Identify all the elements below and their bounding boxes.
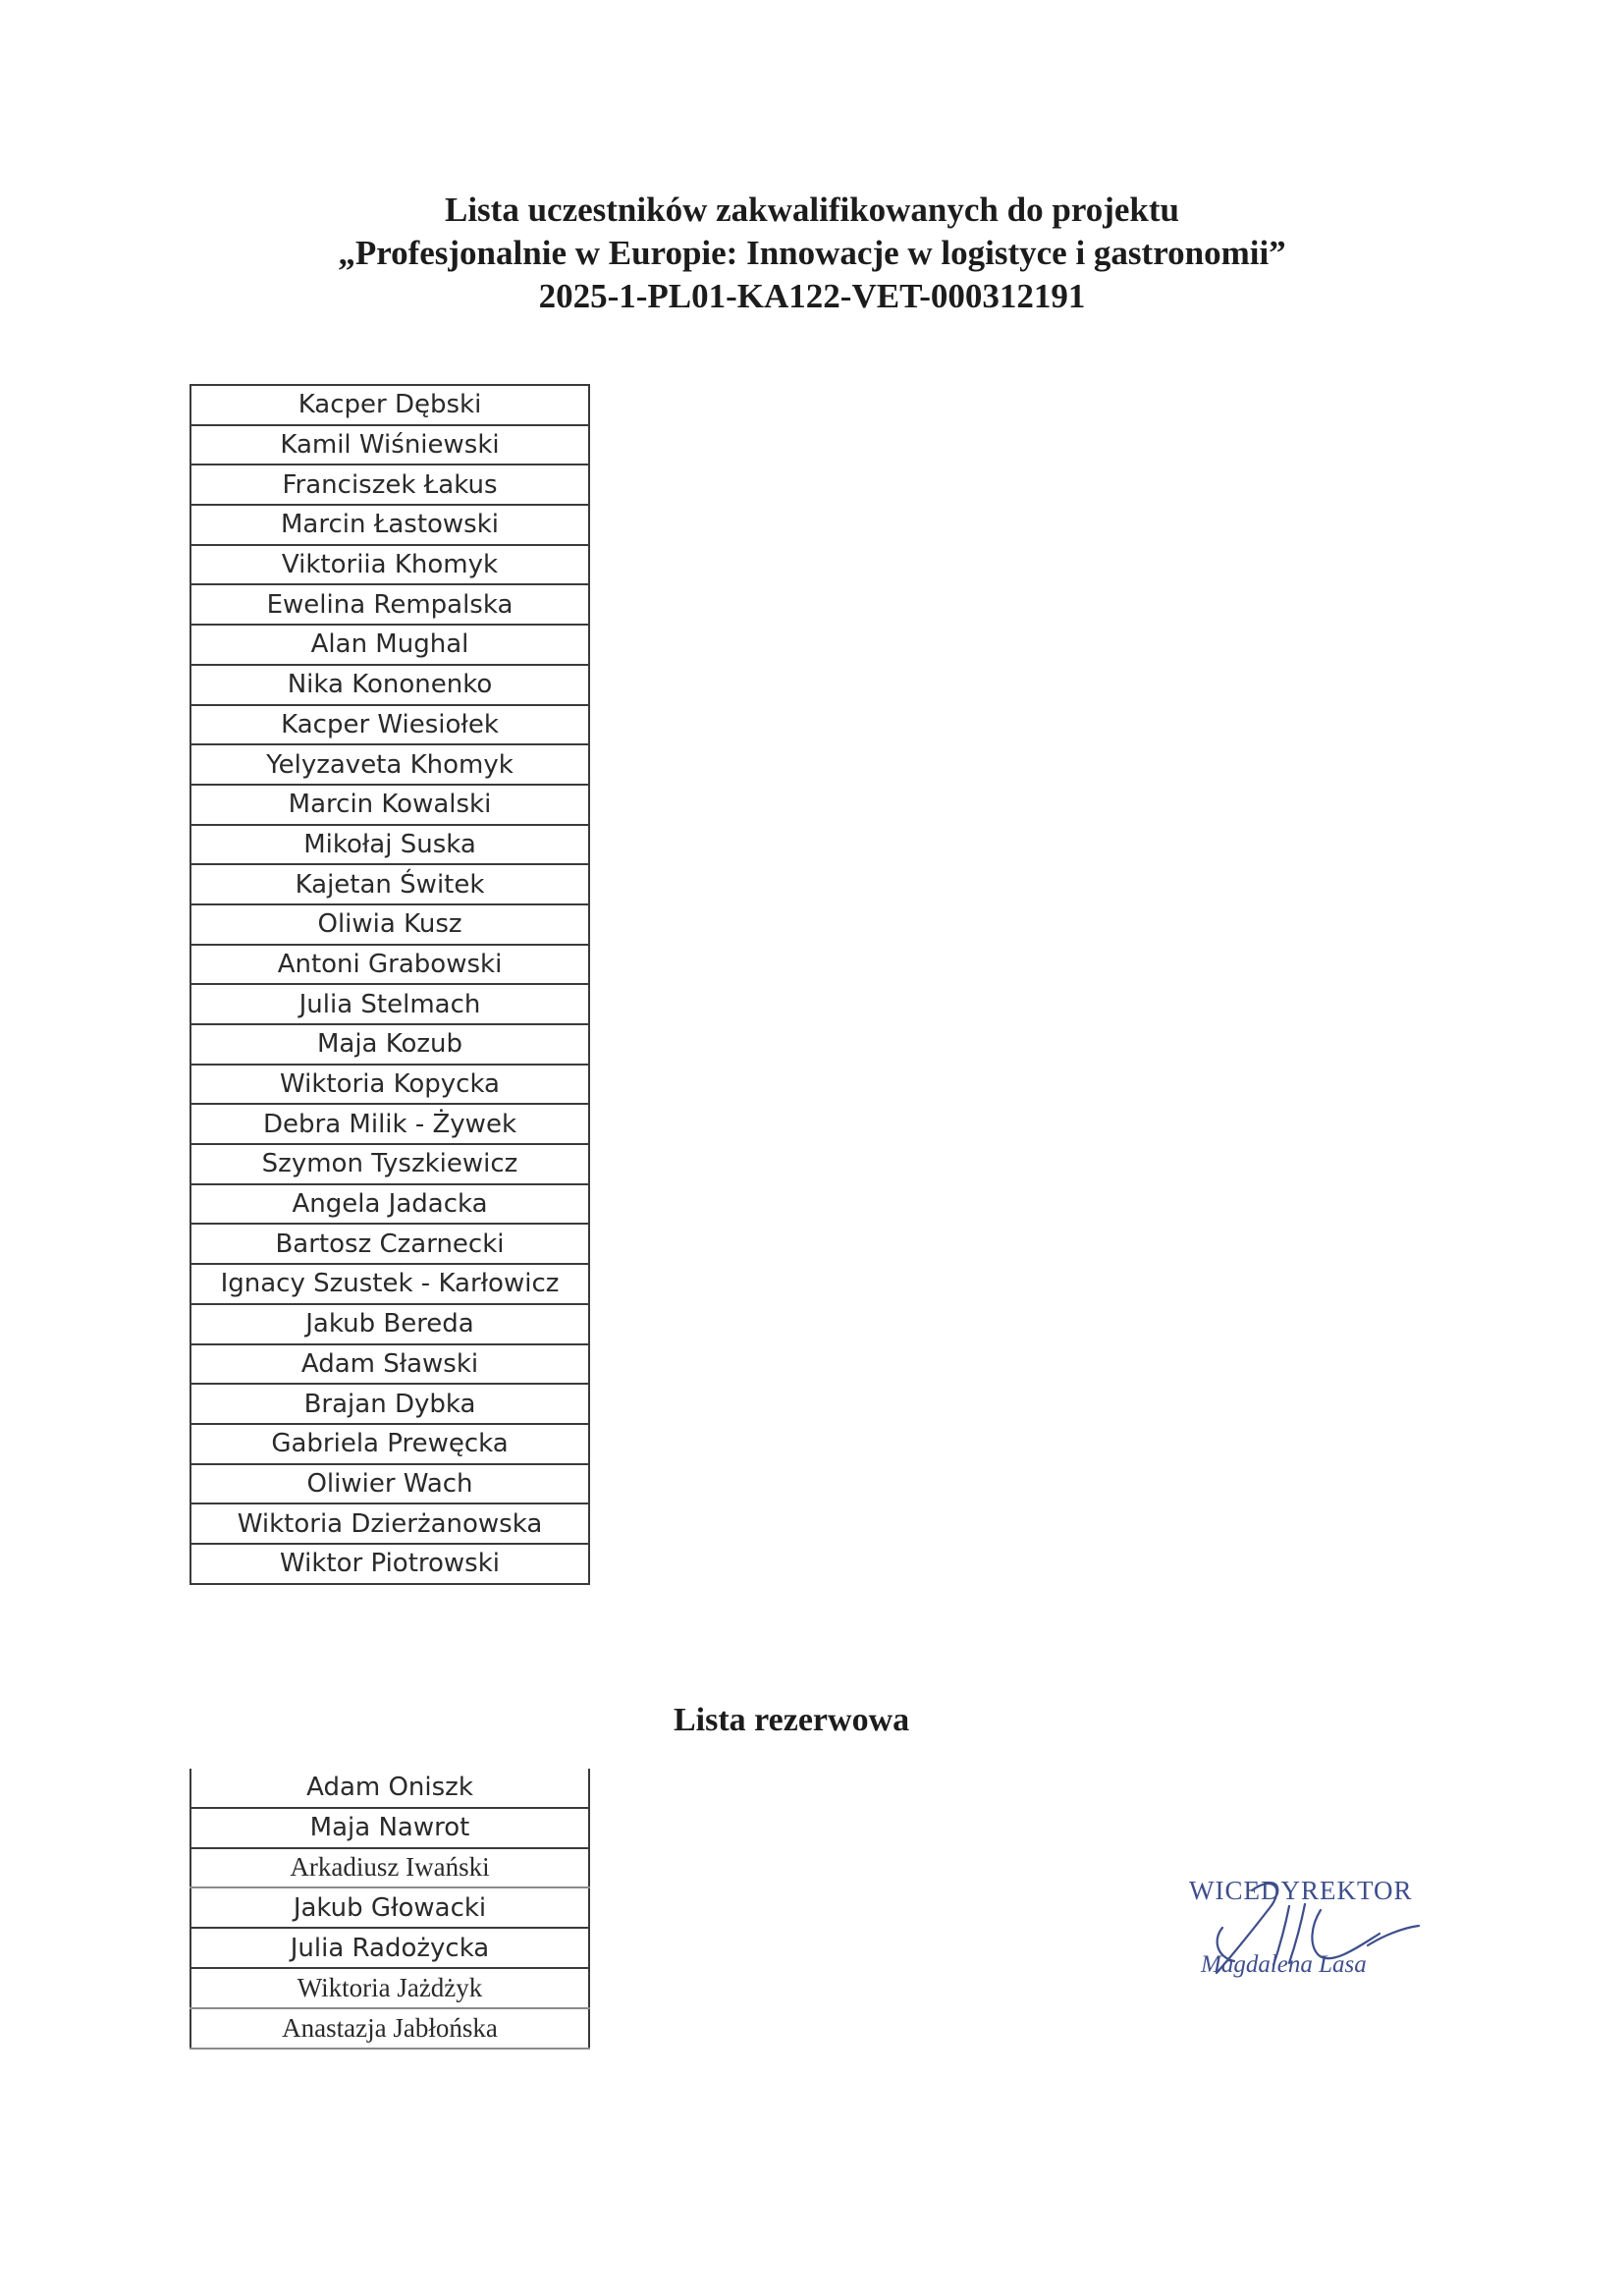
table-row [190,1848,589,1888]
table-row [190,505,589,545]
table-row [190,425,589,465]
table-row [190,2008,589,2049]
table-row [190,744,589,785]
participant-name: Wiktor Piotrowski [190,1544,589,1584]
table-row [190,665,589,705]
title-line-2: „Profesjonalnie w Europie: Innowacje w logistyce i gastronomii” [338,234,1286,272]
table-row [190,385,589,425]
table-row [190,1928,589,1968]
table-row [190,984,589,1024]
participant-name: Ewelina Rempalska [190,584,589,625]
table-row [190,1887,589,1928]
table-row [190,1224,589,1264]
participant-name: Kajetan Świtek [190,864,589,904]
reserve-name: Maja Nawrot [190,1808,589,1848]
table-row [190,1384,589,1424]
table-row [190,1769,589,1808]
participant-name: Oliwier Wach [190,1464,589,1504]
table-row [190,825,589,865]
participant-name: Yelyzaveta Khomyk [190,744,589,785]
participant-name: Gabriela Prewęcka [190,1424,589,1464]
participant-name: Jakub Bereda [190,1304,589,1344]
table-row [190,1503,589,1544]
table-row [190,1144,589,1184]
table-row [190,1464,589,1504]
participant-name: Maja Kozub [190,1024,589,1065]
document-title [0,189,1624,318]
stamp-name: Magdalena Lasa [1201,1951,1367,1978]
handwritten-signature-icon [1183,1871,1438,1998]
participant-name: Bartosz Czarnecki [190,1224,589,1264]
participant-name: Wiktoria Kopycka [190,1065,589,1105]
table-row [190,864,589,904]
participant-name: Viktoriia Khomyk [190,545,589,585]
table-row [190,1184,589,1225]
participant-name: Marcin Kowalski [190,785,589,825]
table-row [190,1304,589,1344]
table-row [190,1264,589,1304]
participant-name: Brajan Dybka [190,1384,589,1424]
participant-name: Alan Mughal [190,625,589,665]
table-row [190,584,589,625]
reserve-name: Anastazja Jabłońska [190,2008,589,2049]
table-row [190,945,589,985]
participant-name: Debra Milik - Żywek [190,1104,589,1144]
table-row [190,705,589,745]
reserve-name: Adam Oniszk [190,1769,589,1808]
reserve-name: Arkadiusz Iwański [190,1848,589,1888]
table-row [190,1544,589,1584]
participant-name: Szymon Tyszkiewicz [190,1144,589,1184]
table-row [190,625,589,665]
reserve-name: Julia Radożycka [190,1928,589,1968]
participant-name: Kacper Dębski [190,385,589,425]
stamp-title: WICEDYREKTOR [1189,1876,1413,1905]
reserve-name: Wiktoria Jażdżyk [190,1968,589,2008]
table-row [190,904,589,945]
participant-name: Antoni Grabowski [190,945,589,985]
table-row [190,1808,589,1848]
participant-name: Adam Sławski [190,1344,589,1385]
title-line-1: Lista uczestników zakwalifikowanych do projektu [444,191,1180,229]
table-row [190,1968,589,2008]
table-row [190,1424,589,1464]
project-number: 2025-1-PL01-KA122-VET-000312191 [538,277,1086,315]
participant-name: Julia Stelmach [190,984,589,1024]
table-row [190,1104,589,1144]
table-row [190,1344,589,1385]
participant-name: Mikołaj Suska [190,825,589,865]
reserve-table [189,1769,590,2050]
table-row [190,545,589,585]
participant-name: Ignacy Szustek - Karłowicz [190,1264,589,1304]
participant-name: Kamil Wiśniewski [190,425,589,465]
table-row [190,785,589,825]
table-row [190,1024,589,1065]
participant-name: Franciszek Łakus [190,465,589,505]
participant-name: Angela Jadacka [190,1184,589,1225]
participant-name: Kacper Wiesiołek [190,705,589,745]
participant-name: Nika Kononenko [190,665,589,705]
participants-table [189,384,590,1585]
participant-name: Marcin Łastowski [190,505,589,545]
table-row [190,1065,589,1105]
reserve-name: Jakub Głowacki [190,1887,589,1928]
participant-name: Oliwia Kusz [190,904,589,945]
participant-name: Wiktoria Dzierżanowska [190,1503,589,1544]
table-row [190,465,589,505]
reserve-list-heading: Lista rezerwowa [674,1702,910,1738]
signature-stamp [1183,1871,1438,1998]
